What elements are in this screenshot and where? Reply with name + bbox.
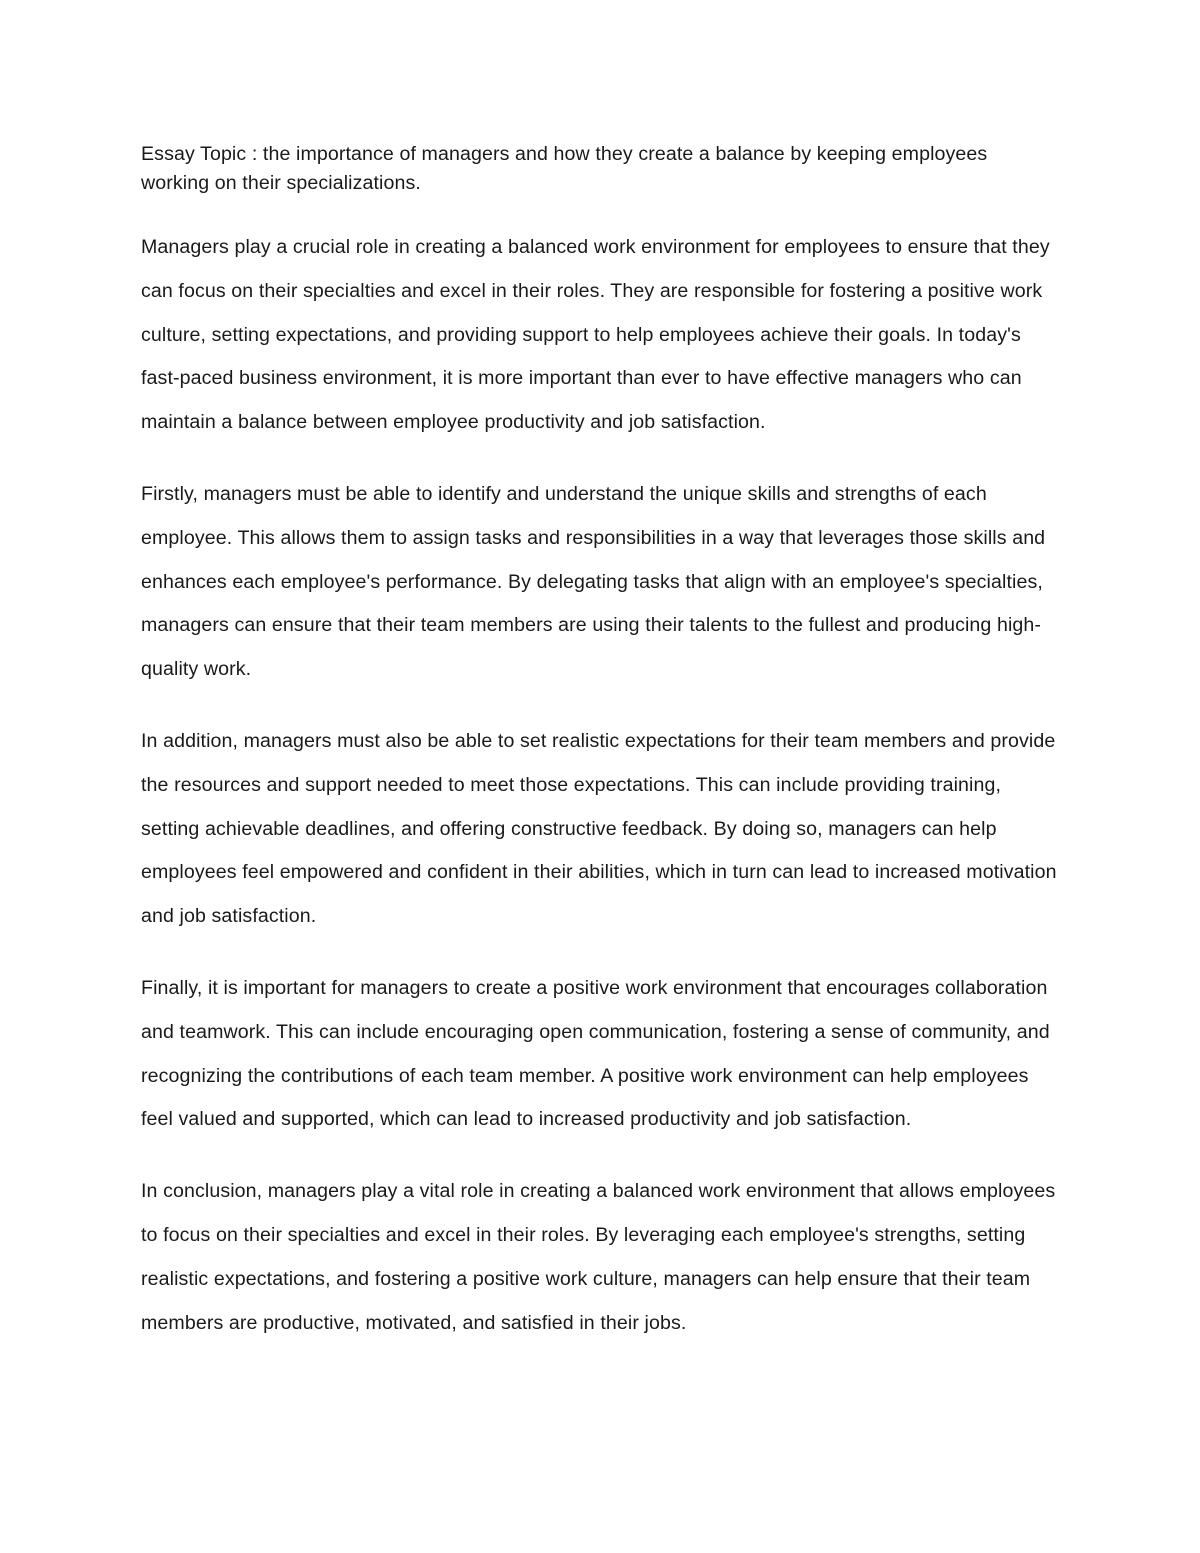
paragraph-firstly: Firstly, managers must be able to identify and understand the unique skills and strengths of each employee. This allows them to assign tasks and responsibilities in a way that leverages those skills and enhances each employee's performance. By delegating tasks that align with an employee's specialties, managers can ensure that their team members are using their talents to the fullest and producing high-quality work. xyxy=(141,482,1046,681)
essay-topic: Essay Topic : the importance of managers and how they create a balance by keeping employees working on their specializations. xyxy=(141,143,988,194)
paragraph-finally: Finally, it is important for managers to create a positive work environment that encourages collaboration and teamwork. This can include encouraging open communication, fostering a sense of community, and recognizing the contributions of each team member. A positive work environment can help employees feel valued and supported, which can lead to increased productivity and job satisfaction. xyxy=(141,976,1050,1131)
paragraph-introduction: Managers play a crucial role in creating a balanced work environment for employees to ensure that they can focus on their specialties and excel in their roles. They are responsible for fostering a positive work culture, setting expectations, and providing support to help employees achieve their goals. In today's fast-paced business environment, it is more important than ever to have effective managers who can maintain a balance between employee productivity and job satisfaction. xyxy=(141,236,1050,434)
document-page xyxy=(141,140,1061,1345)
paragraph-in-addition: In addition, managers must also be able to set realistic expectations for their team members and provide the resources and support needed to meet those expectations. This can include providing training, setting achievable deadlines, and offering constructive feedback. By doing so, managers can help employees feel empowered and confident in their abilities, which in turn can lead to increased motivation and job satisfaction. xyxy=(141,729,1057,928)
paragraph-conclusion: In conclusion, managers play a vital role in creating a balanced work environment that allows employees to focus on their specialties and excel in their roles. By leveraging each employee's strengths, setting realistic expectations, and fostering a positive work culture, managers can help ensure that their team members are productive, motivated, and satisfied in their jobs. xyxy=(141,1180,1056,1334)
